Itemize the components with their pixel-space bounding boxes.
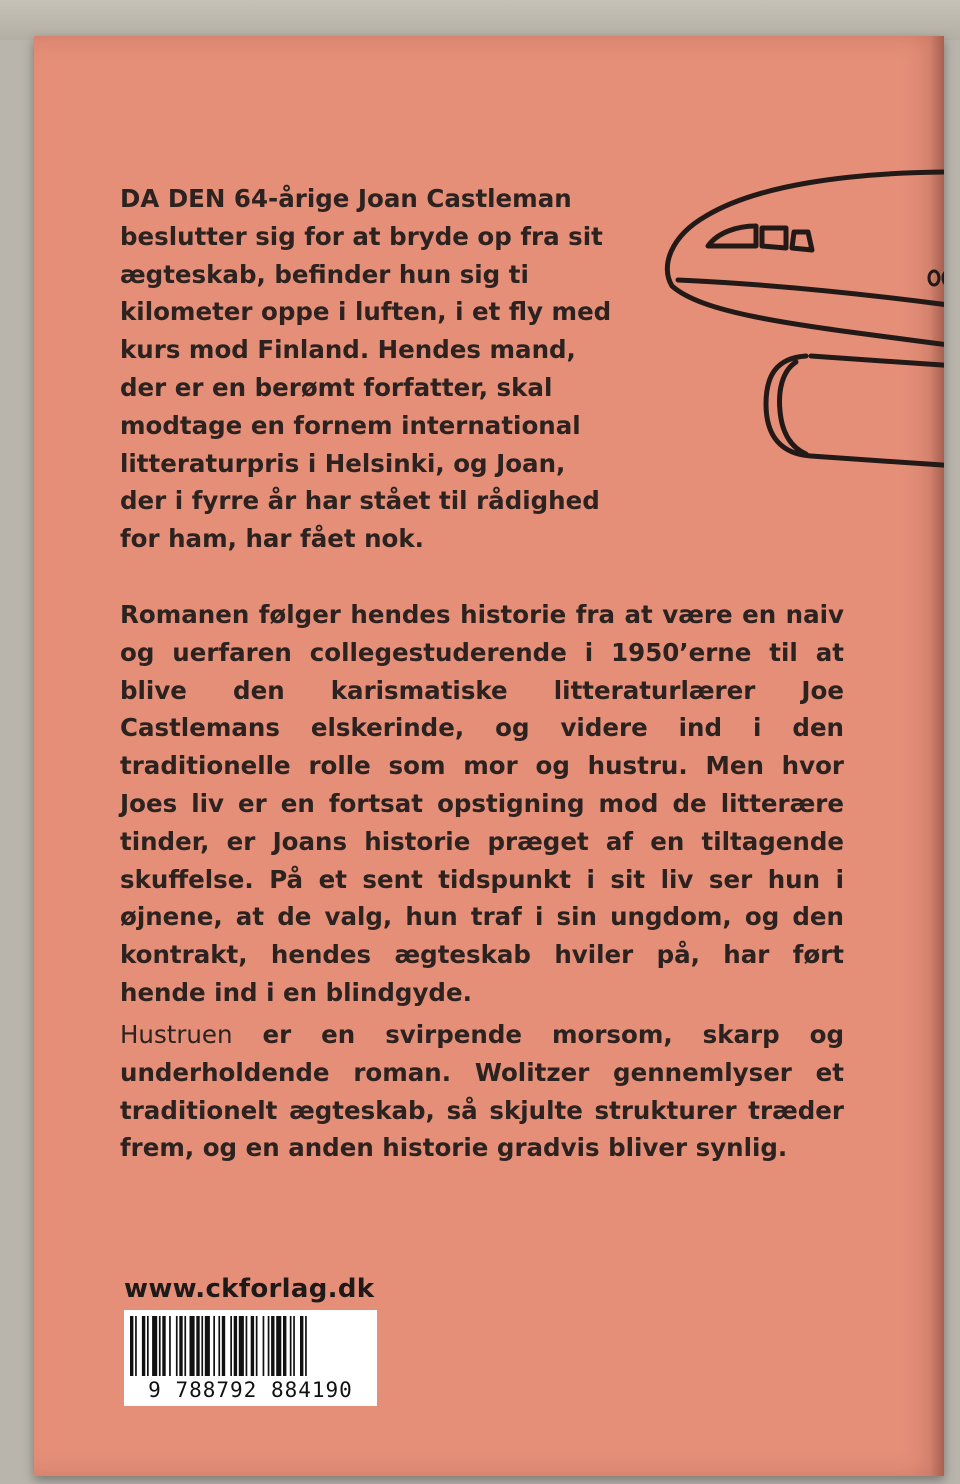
barcode-bars: [128, 1316, 372, 1376]
barcode-bar: [205, 1316, 210, 1376]
barcode-bar: [276, 1316, 281, 1376]
barcode-bar: [283, 1316, 286, 1376]
barcode-bar: [135, 1316, 137, 1376]
barcode-bar: [176, 1316, 178, 1376]
barcode-bar: [218, 1316, 220, 1376]
barcode-bar: [300, 1316, 303, 1376]
barcode-bar: [268, 1316, 270, 1376]
barcode: [124, 1310, 377, 1406]
airplane-nose-icon: [646, 166, 944, 496]
barcode-bar: [239, 1316, 244, 1376]
barcode-bar: [152, 1316, 157, 1376]
barcode-bar: [142, 1316, 145, 1376]
barcode-bar: [201, 1316, 203, 1376]
barcode-bar: [159, 1316, 161, 1376]
barcode-bar: [169, 1316, 171, 1376]
review-text: er en svirpende morsom, skarp og underholdende roman. Wolitzer gennemlyser et traditionelt ægteskab, så skjulte strukturer træder frem, og en anden historie gradvis bliver synlig.: [120, 1020, 844, 1163]
barcode-bar: [230, 1316, 232, 1376]
book-title-mention: Hustruen: [120, 1020, 233, 1049]
barcode-bar: [196, 1316, 199, 1376]
description-paragraph-3: [120, 1016, 844, 1167]
barcode-bar: [305, 1316, 307, 1376]
barcode-bar: [263, 1316, 265, 1376]
barcode-bar: [246, 1316, 248, 1376]
barcode-bar: [251, 1316, 254, 1376]
barcode-bar: [290, 1316, 292, 1376]
isbn-number: 9 788792 884190: [148, 1378, 353, 1402]
barcode-bar: [256, 1316, 258, 1376]
barcode-bar: [234, 1316, 237, 1376]
barcode-bar: [130, 1316, 133, 1376]
barcode-bar: [179, 1316, 182, 1376]
barcode-bar: [162, 1316, 165, 1376]
barcode-bar: [271, 1316, 274, 1376]
barcode-bar: [222, 1316, 225, 1376]
description-paragraph-2: Romanen følger hendes historie fra at være en naiv og uerfaren collegestuderende i 1950’erne til at blive den karismatiske litteraturlærer Joe Castlemans elskerinde, og videre ind i den traditionelle rolle som mor og hustru. Men hvor Joes liv er en fortsat opstigning mod de litterære tinder, er Joans historie præget af en tiltagende skuffelse. På et sent tidspunkt i sit liv ser hun i øjnene, at de valg, hun traf i sin ungdom, og den kontrakt, hendes ægteskab hviler på, har ført hende ind i en blindgyde.: [120, 600, 844, 1007]
book-back-cover: [34, 36, 944, 1476]
barcode-bar: [147, 1316, 149, 1376]
publisher-website: www.ckforlag.dk: [124, 1274, 375, 1304]
barcode-bar: [293, 1316, 295, 1376]
barcode-bar: [190, 1316, 195, 1376]
background-surface: [0, 0, 960, 40]
barcode-bar: [213, 1316, 215, 1376]
barcode-bar: [184, 1316, 186, 1376]
description-paragraph-1: DA DEN 64-årige Joan Castleman beslutter sig for at bryde op fra sit ægteskab, befinder hun sig ti kilometer oppe i luften, i et fly med kurs mod Finland. Hendes mand, der er en berømt forfatter, skal modtage en fornem international litteraturpris i Helsinki, og Joan, der i fyrre år har stået til rådighed for ham, har fået nok.: [120, 184, 612, 554]
